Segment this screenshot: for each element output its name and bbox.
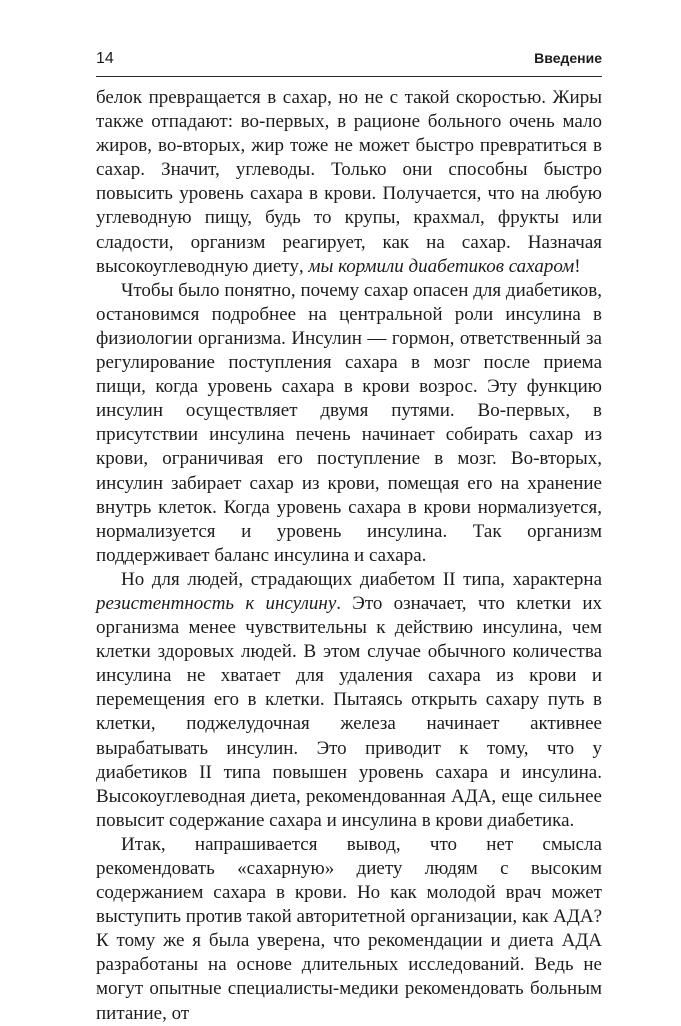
paragraph-1-ending: ! <box>574 255 581 277</box>
paragraph-4: Итак, напрашивается вывод, что нет смысла рекомендовать «сахарную» диету людям с высоким содержанием сахара в крови. Но как молодой врач может выступить против такой авторитетной организации, как АДА? К тому же я была уверена, что рекомендации и диета АДА разработаны на основе длительных исследований. Ведь не могут опытные специалисты-медики рекомендовать больным питание, от <box>96 833 603 1024</box>
paragraph-1-emphasis: , мы кормили диабетиков сахаром <box>298 255 575 277</box>
paragraph-3 <box>96 568 602 833</box>
section-title: Введение <box>534 50 602 66</box>
paragraph-3-rest: . Это означает, что клетки их организма менее чувствительны к действию инсулина, чем клетки здоровых людей. В этом случае обычного количества инсулина не хватает для удаления сахара из крови и перемещения его в клетки. Пытаясь открыть сахару путь в клетки, поджелудочная железа начинает активнее вырабатывать инсулин. Это приводит к тому, что у диабетиков II типа повышен уровень сахара и инсулина. Высокоуглеводная диета, рекомендованная АДА, еще сильнее повысит содержание сахара и инсулина в крови диабетика. <box>96 592 602 831</box>
page-number: 14 <box>96 50 114 67</box>
paragraph-3-emphasis: резистентность к инсулину <box>96 592 337 614</box>
paragraph-3-lead: Но для людей, страдающих диабетом II типа, характерна <box>121 568 602 590</box>
running-header <box>96 48 602 77</box>
paragraph-1-text: белок превращается в сахар, но не с такой скоростью. Жиры также отпадают: во-первых, в рационе больного очень мало жиров, во-вторых, жир тоже не может быстро превратиться в сахар. Значит, углеводы. Только они способны быстро повысить уровень сахара в крови. Получается, что на любую углеводную пищу, будь то крупы, крахмал, фрукты или сладости, организм реагирует, как на сахар. Назначая высокоуглеводную диету <box>96 87 602 277</box>
paragraph-1 <box>96 86 602 279</box>
paragraph-2: Чтобы было понятно, почему сахар опасен для диабетиков, остановимся подробнее на центральной роли инсулина в физиологии организма. Инсулин — гормон, ответственный за регулирование поступления сахара в мозг после приема пищи, когда уровень сахара в крови возрос. Эту функцию инсулин осуществляет двумя путями. Во-первых, в присутствии инсулина печень начинает собирать сахар из крови, ограничивая его поступление в мозг. Во-вторых, инсулин забирает сахар из крови, помещая его на хранение внутрь клеток. Когда уровень сахара в крови нормализуется, нормализуется и уровень инсулина. Так организм поддерживает баланс инсулина и сахара. <box>96 279 602 566</box>
body-text <box>96 86 602 1026</box>
